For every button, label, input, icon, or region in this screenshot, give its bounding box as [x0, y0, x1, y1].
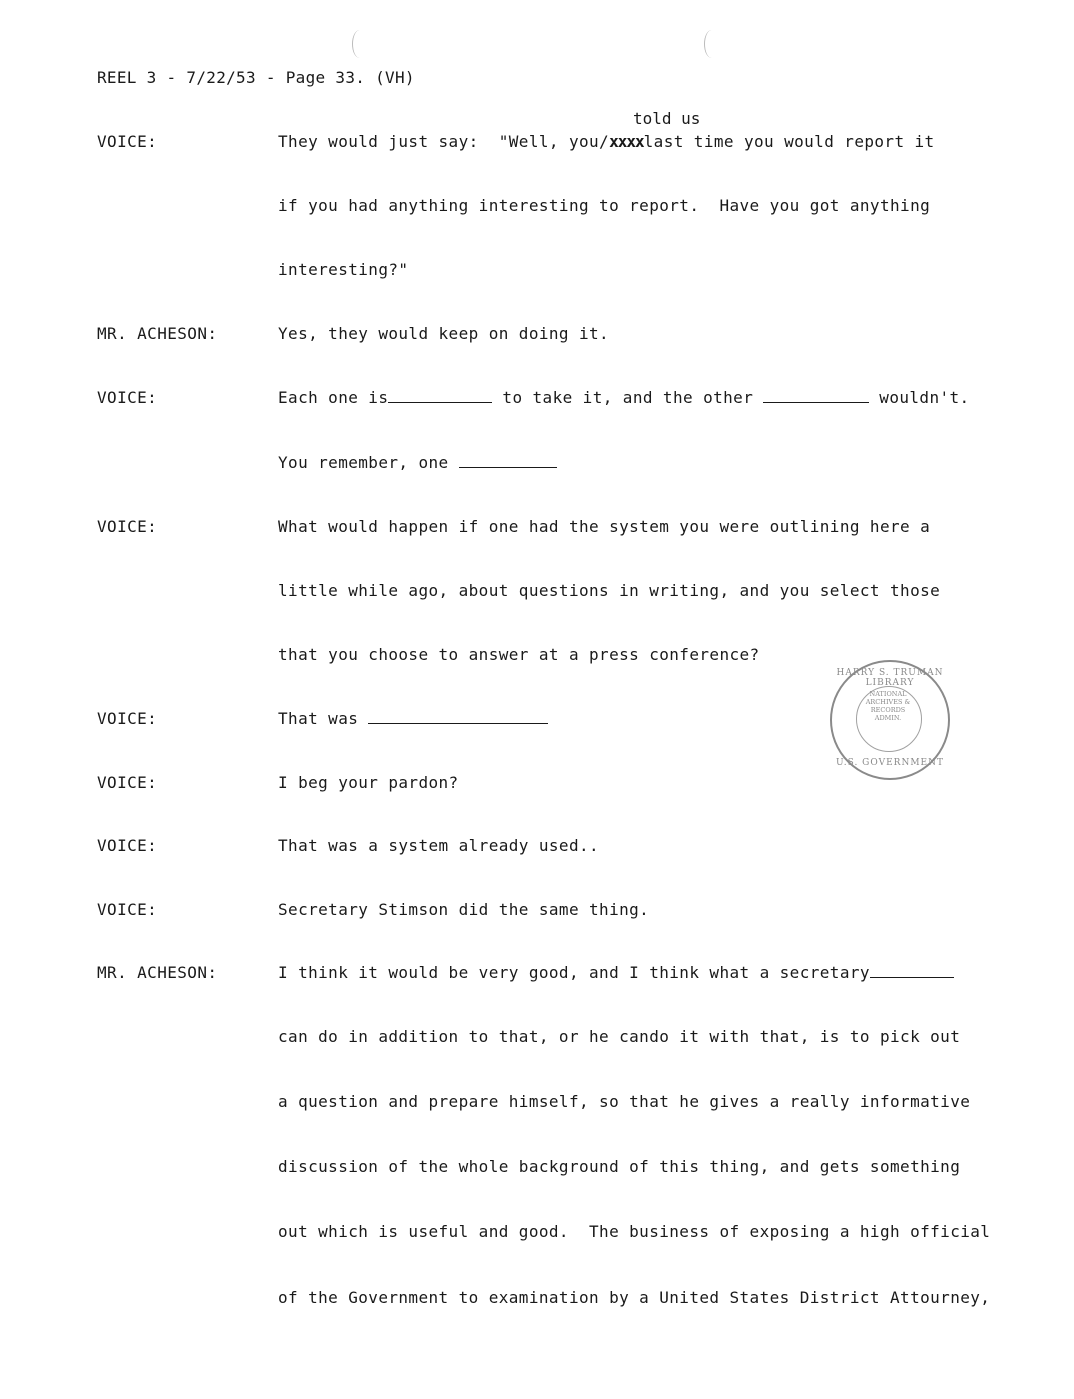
transcript-line: That was [278, 709, 548, 728]
transcript-line: if you had anything interesting to report. Have you got anything [278, 196, 931, 215]
transcript-line: out which is useful and good. The business of exposing a high official [278, 1222, 991, 1241]
stamp-bottom-text: U.S. GOVERNMENT [836, 758, 944, 768]
archive-stamp [830, 660, 950, 780]
blank-line [870, 963, 954, 978]
transcript-line: little while ago, about questions in writing, and you select those [278, 581, 941, 600]
speaker-label: MR. ACHESON: [97, 963, 218, 982]
transcript-line: that you choose to answer at a press conference? [278, 645, 760, 664]
transcript-line: They would just say: "Well, you/xxxxlast time you would report it [278, 132, 935, 151]
page-header: REEL 3 - 7/22/53 - Page 33. (VH) [97, 68, 415, 87]
transcript-line: of the Government to examination by a United States District Attourney, [278, 1288, 991, 1307]
blank-line [388, 388, 492, 403]
speaker-label: VOICE: [97, 836, 158, 855]
blank-line [368, 709, 548, 724]
blank-line [459, 453, 557, 468]
speaker-label: VOICE: [97, 773, 158, 792]
transcript-line: Secretary Stimson did the same thing. [278, 900, 650, 919]
stamp-center-text: NATIONAL ARCHIVES & RECORDS ADMIN. [865, 690, 911, 722]
speaker-label: VOICE: [97, 132, 158, 151]
transcript-line: That was a system already used.. [278, 836, 600, 855]
transcript-line: discussion of the whole background of this thing, and gets something [278, 1157, 961, 1176]
stamp-top-text: HARRY S. TRUMAN LIBRARY [836, 668, 944, 688]
punch-mark-left [352, 30, 367, 58]
speaker-label: MR. ACHESON: [97, 324, 218, 343]
transcript-line: I beg your pardon? [278, 773, 459, 792]
speaker-label: VOICE: [97, 900, 158, 919]
punch-mark-right [704, 30, 719, 58]
transcript-line: You remember, one [278, 453, 557, 472]
transcript-line: interesting?" [278, 260, 409, 279]
transcript-line: Yes, they would keep on doing it. [278, 324, 610, 343]
struck-text: xxxx [609, 132, 644, 151]
speaker-label: VOICE: [97, 709, 158, 728]
speaker-label: VOICE: [97, 517, 158, 536]
handwritten-insertion: told us [633, 109, 701, 128]
transcript-line: can do in addition to that, or he cando it with that, is to pick out [278, 1027, 961, 1046]
blank-line [763, 388, 869, 403]
transcript-line: Each one is to take it, and the other wouldn't. [278, 388, 970, 407]
transcript-line: What would happen if one had the system you were outlining here a [278, 517, 931, 536]
transcript-line: a question and prepare himself, so that he gives a really informative [278, 1092, 971, 1111]
speaker-label: VOICE: [97, 388, 158, 407]
transcript-line: I think it would be very good, and I think what a secretary [278, 963, 954, 982]
